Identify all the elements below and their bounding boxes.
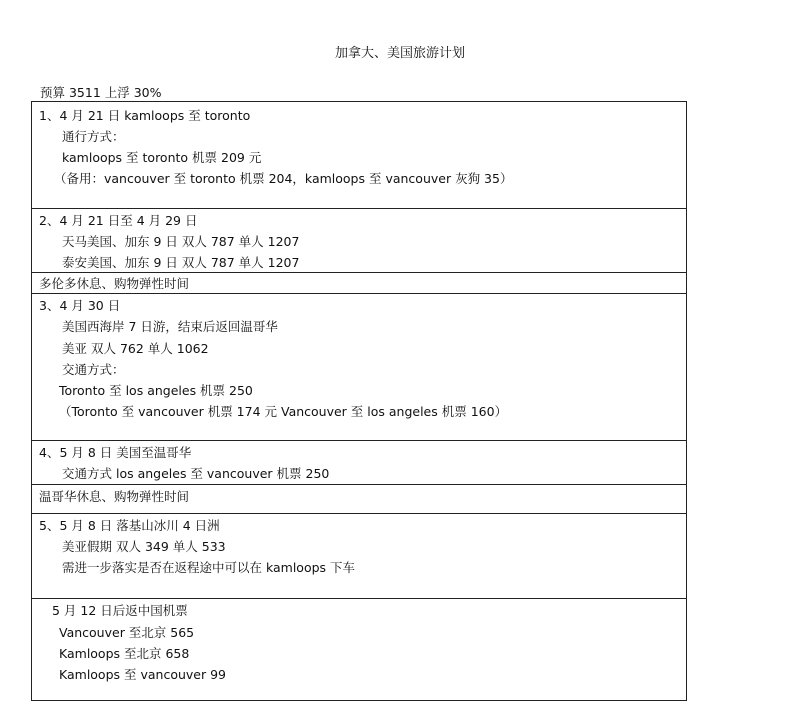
section-3 — [32, 293, 686, 441]
section-line: Kamloops 至北京 658 — [59, 646, 190, 661]
section-vancouver-rest — [32, 484, 686, 514]
section-line: （Toronto 至 vancouver 机票 174 元 Vancouver 至 los angeles 机票 160） — [59, 404, 508, 419]
section-line: 5、5 月 8 日 落基山冰川 4 日洲 — [39, 518, 220, 533]
section-line: 3、4 月 30 日 — [39, 298, 121, 313]
section-line: 美亚假期 双人 349 单人 533 — [62, 539, 226, 554]
section-line: Kamloops 至 vancouver 99 — [59, 667, 227, 682]
section-line: 美亚 双人 762 单人 1062 — [62, 341, 209, 356]
section-line: Vancouver 至北京 565 — [59, 625, 195, 640]
section-line: 需进一步落实是否在返程途中可以在 kamloops 下车 — [62, 560, 356, 575]
section-line: 泰安美国、加东 9 日 双人 787 单人 1207 — [62, 255, 300, 270]
section-line: 通行方式： — [62, 129, 125, 144]
section-line: kamloops 至 toronto 机票 209 元 — [62, 150, 262, 165]
section-line: 5 月 12 日后返中国机票 — [52, 603, 188, 618]
section-5 — [32, 513, 686, 599]
section-line: （备用：vancouver 至 toronto 机票 204，kamloops 至 vancouver 灰狗 35） — [54, 171, 513, 186]
section-line: 2、4 月 21 日至 4 月 29 日 — [39, 213, 198, 228]
section-line: 多伦多休息、购物弹性时间 — [39, 276, 190, 291]
section-line: Toronto 至 los angeles 机票 250 — [59, 383, 253, 398]
page-title: 加拿大、美国旅游计划 — [334, 46, 465, 61]
section-return-flights — [32, 598, 686, 701]
section-line: 1、4 月 21 日 kamloops 至 toronto — [39, 108, 251, 123]
section-toronto-rest — [32, 272, 686, 294]
plan-table — [31, 101, 687, 701]
section-line: 美国西海岸 7 日游，结束后返回温哥华 — [62, 319, 278, 334]
section-line: 温哥华休息、购物弹性时间 — [39, 489, 190, 504]
section-line: 天马美国、加东 9 日 双人 787 单人 1207 — [62, 234, 300, 249]
section-4 — [32, 440, 686, 485]
section-2 — [32, 208, 686, 273]
section-1 — [32, 102, 686, 209]
section-line: 交通方式： — [62, 362, 125, 377]
section-line: 交通方式 los angeles 至 vancouver 机票 250 — [62, 466, 330, 481]
budget-line: 预算 3511 上浮 30% — [40, 85, 162, 100]
section-line: 4、5 月 8 日 美国至温哥华 — [39, 445, 192, 460]
